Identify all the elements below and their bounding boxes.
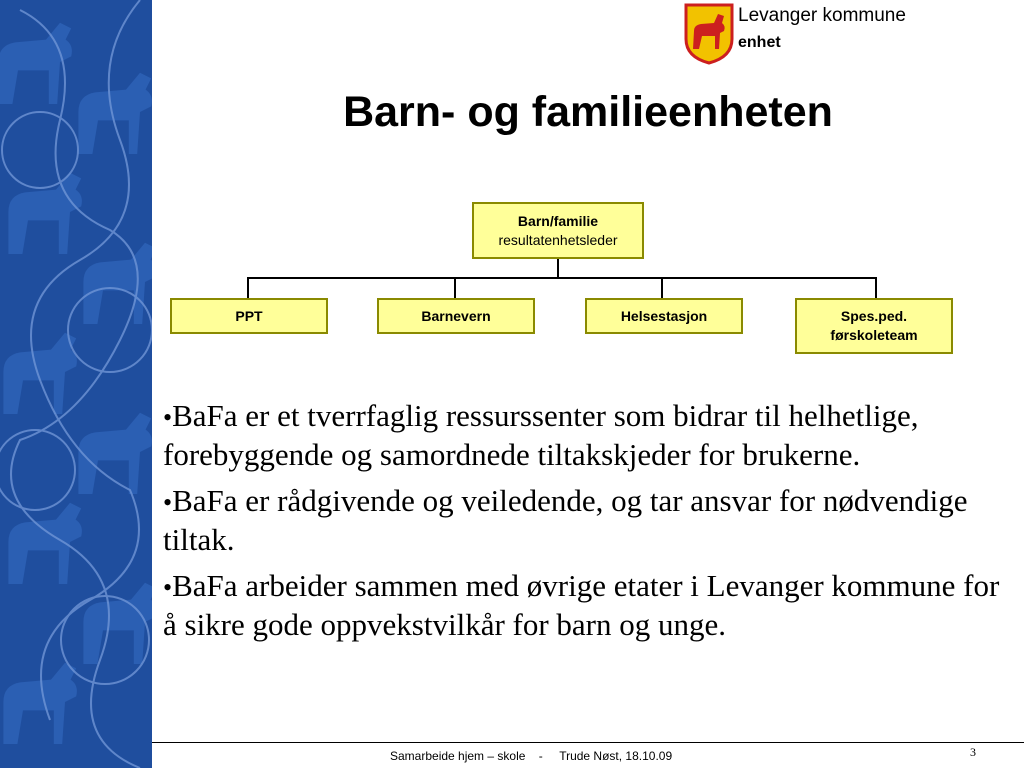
bullet-text: BaFa er et tverrfaglig ressurssenter som bidrar til helhetlige, forebyggende og samordnede tiltakskjeder for brukerne.	[163, 398, 919, 472]
bullet-item	[163, 397, 1015, 473]
horse-shield-icon	[684, 3, 734, 65]
organization-name: Levanger kommune	[738, 5, 906, 26]
horse-pattern-icon	[0, 0, 152, 768]
org-connector-barnevern	[454, 277, 456, 298]
org-box-root-subtitle: resultatenhetsleder	[498, 231, 618, 248]
org-box-helsestasjon	[585, 298, 743, 334]
org-box-label-line1: Spes.ped.	[840, 308, 908, 324]
bullet-list	[163, 397, 1015, 652]
org-chart	[165, 195, 965, 360]
decorative-side-band	[0, 0, 152, 768]
organization-unit: enhet	[738, 34, 781, 51]
bullet-item	[163, 482, 1015, 558]
org-box-spesped	[795, 298, 953, 354]
bullet-text: BaFa er rådgivende og veiledende, og tar ansvar for nødvendige tiltak.	[163, 483, 968, 557]
org-box-label: Barnevern	[421, 307, 491, 324]
slide-title: Barn- og familieenheten	[343, 88, 833, 136]
org-connector-horizontal	[247, 277, 877, 279]
org-connector-ppt	[247, 277, 249, 298]
footer-text: Samarbeide hjem – skole - Trude Nøst, 18.10.09	[390, 749, 673, 763]
org-connector-spesped	[875, 277, 877, 298]
bullet-item	[163, 567, 1015, 643]
org-box-root-title: Barn/familie	[517, 212, 599, 229]
org-box-label: Helsestasjon	[620, 307, 708, 324]
bullet-marker: •	[163, 573, 173, 602]
org-box-root	[472, 202, 644, 259]
bullet-marker: •	[163, 488, 173, 517]
org-connector-root	[557, 258, 559, 278]
org-box-ppt	[170, 298, 328, 334]
footer-divider	[152, 742, 1024, 743]
org-box-barnevern	[377, 298, 535, 334]
page-number: 3	[970, 745, 976, 759]
org-box-label-line2: førskoleteam	[830, 327, 918, 343]
bullet-marker: •	[163, 403, 173, 432]
org-box-label: PPT	[235, 307, 263, 324]
org-connector-helsestasjon	[661, 277, 663, 298]
bullet-text: BaFa arbeider sammen med øvrige etater i Levanger kommune for å sikre gode oppvekstvilkår for barn og unge.	[163, 568, 1000, 642]
